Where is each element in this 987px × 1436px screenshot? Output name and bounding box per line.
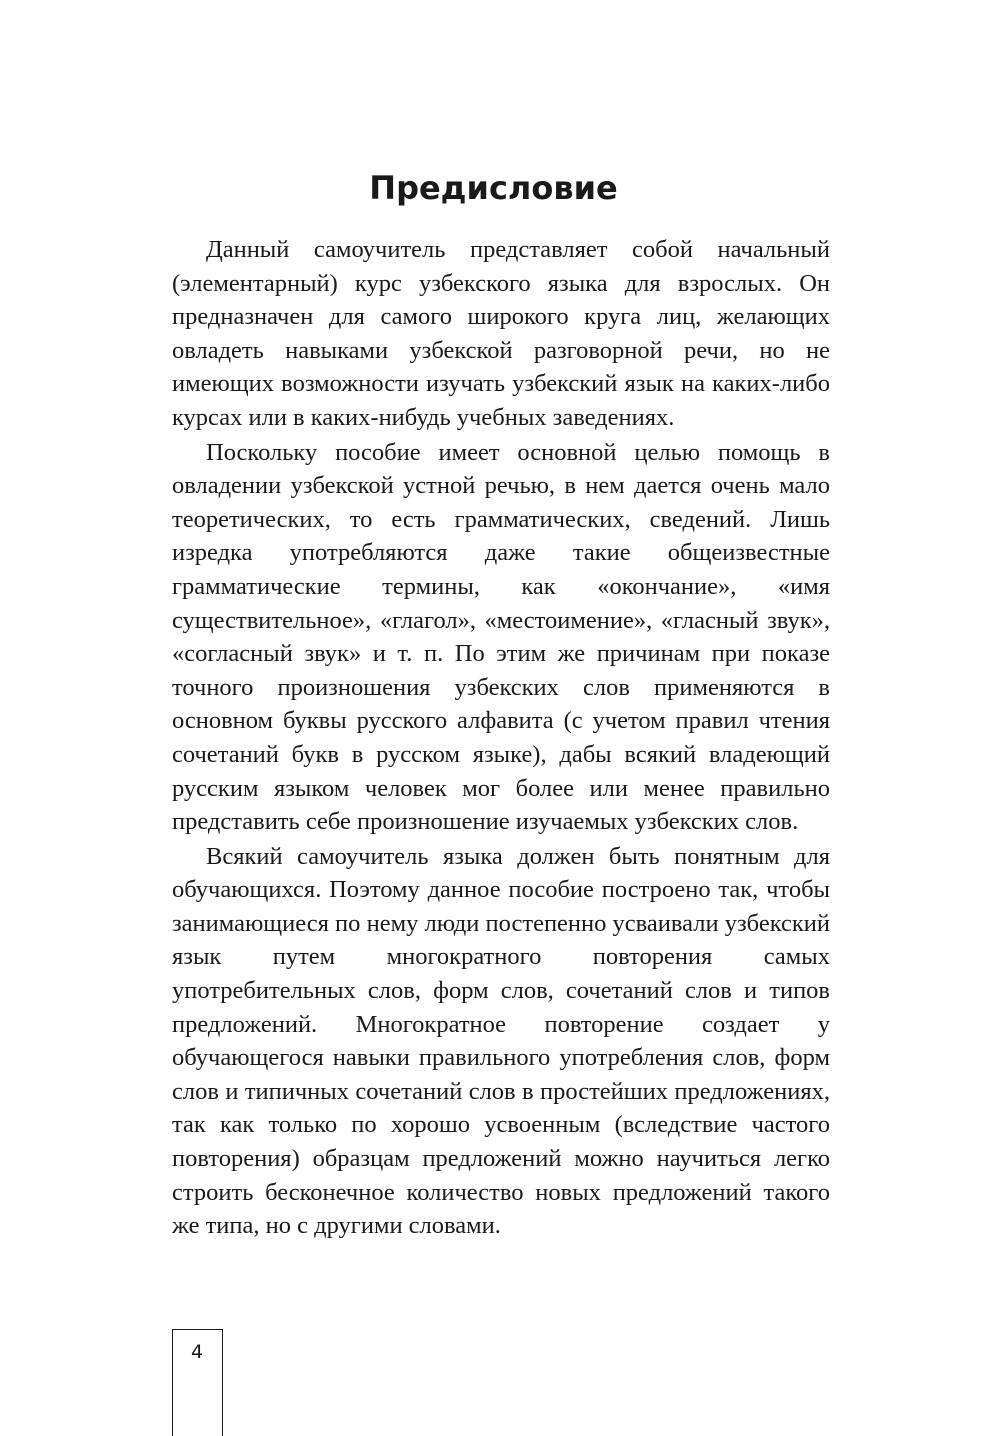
page-number-frame: [172, 1329, 223, 1436]
body-text: [172, 233, 830, 1244]
page-number: 4: [190, 1341, 204, 1363]
page-title: Предисловие: [369, 169, 618, 207]
paragraph-3: Всякий самоучитель языка должен быть понятным для обучающихся. Поэтому данное пособие построено так, чтобы занимающиеся по нему люди постепенно усваивали узбекский язык путем многократного повторения самых употребительных слов, форм слов, сочетаний слов и типов предложений. Многократное повторение создает у обучающегося навыки правильного употребления слов, форм слов и типичных сочетаний слов в простейших предложениях, так как только по хорошо усвоенным (вследствие частого повторения) образцам предложений можно научиться легко строить бесконечное количество новых предложений такого же типа, но с другими словами.: [172, 842, 830, 1240]
paragraph-2: Поскольку пособие имеет основной целью помощь в овладении узбекской устной речью, в нем дается очень мало теоретических, то есть грамматических, сведений. Лишь изредка употребляются даже такие общеизвестные грамматические термины, как «окончание», «имя существительное», «глагол», «местоимение», «гласный звук», «согласный звук» и т. п. По этим же причинам при показе точного произношения узбекских слов применяются в основном буквы русского алфавита (с учетом правил чтения сочетаний букв в русском языке), дабы всякий владеющий русским языком человек мог более или менее правильно представить себе произношение изучаемых узбекских слов.: [172, 438, 830, 836]
paragraph-1: Данный самоучитель представляет собой начальный (элементарный) курс узбекского языка для взрослых. Он предназначен для самого широкого круга лиц, желающих овладеть навыками узбекской разговорной речи, но не имеющих возможности изучать узбекский язык на каких-либо курсах или в каких-нибудь учебных заведениях.: [172, 236, 830, 431]
